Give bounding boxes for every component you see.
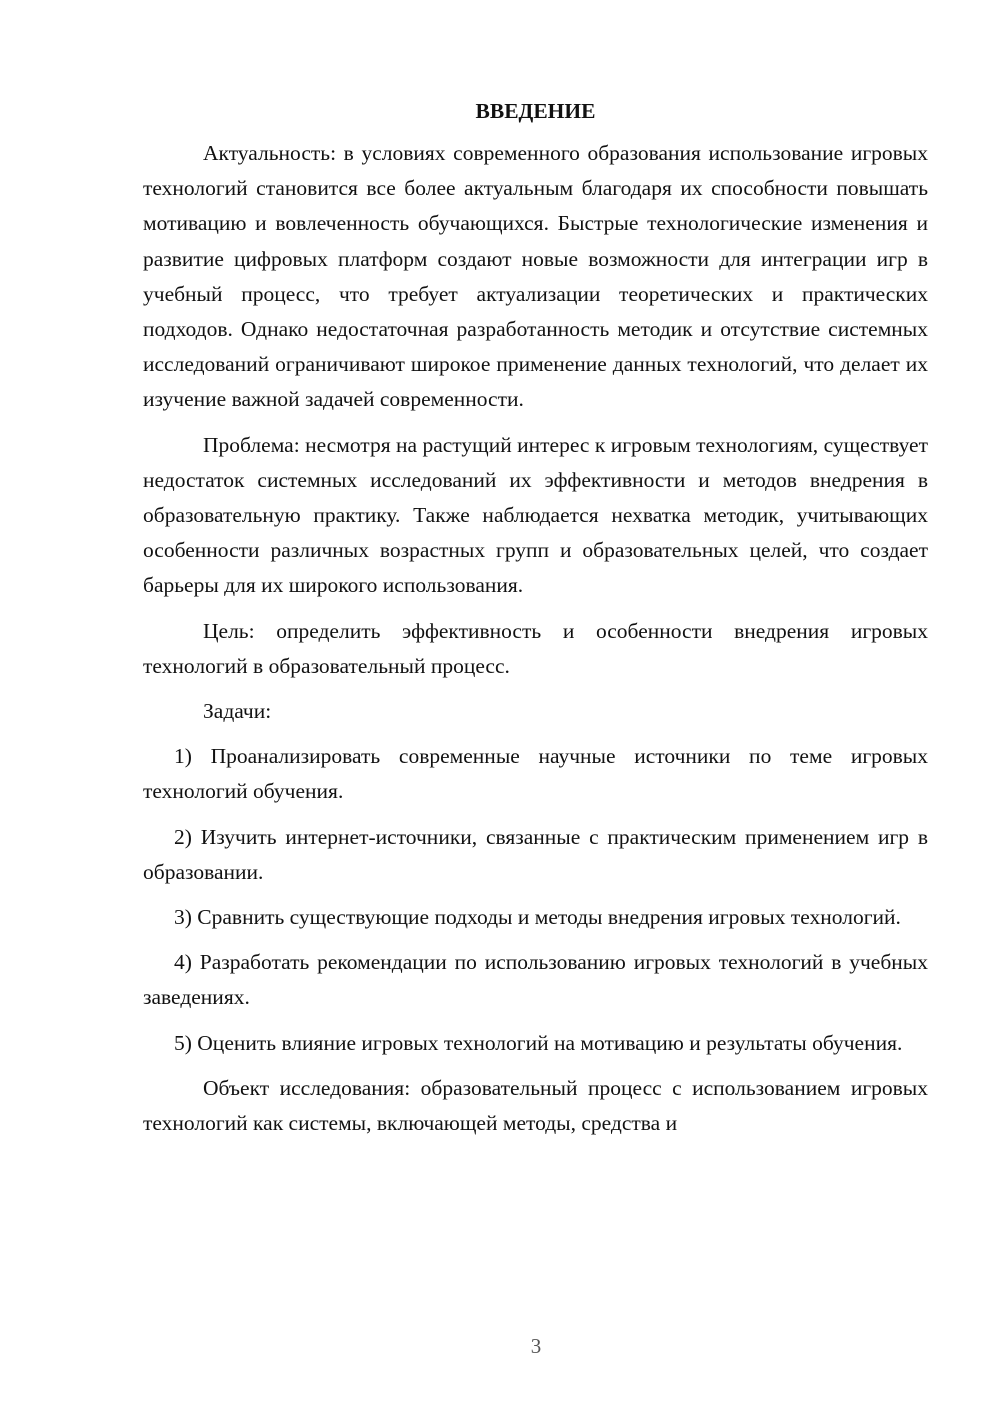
paragraph-object: Объект исследования: образовательный процесс с использованием игровых технологий как системы, включающей методы, средства и <box>143 1075 928 1136</box>
task-item-5: 5) Оценить влияние игровых технологий на мотивацию и результаты обучения. <box>174 1030 903 1055</box>
task-item-3: 3) Сравнить существующие подходы и методы внедрения игровых технологий. <box>174 905 901 930</box>
paragraph-relevance: Актуальность: в условиях современного образования использование игровых технологий становится все более актуальным благодаря их способности повышать мотивацию и вовлеченность обучающихся. Быстрые технологические изменения и развитие цифровых платформ создают новые возможности для интеграции игр в учебный процесс, что требует актуализации теоретических и практических подходов. Однако недостаточная разработанность методик и отсутствие системных исследований ограничивают широкое применение данных технологий, что делает их изучение важной задачей современности. <box>143 141 928 412</box>
task-item-1: 1) Проанализировать современные научные источники по теме игровых технологий обучения. <box>143 744 928 804</box>
task-item-2: 2) Изучить интернет-источники, связанные с практическим применением игр в образовании. <box>143 824 928 884</box>
task-item-4: 4) Разработать рекомендации по использованию игровых технологий в учебных заведениях. <box>143 950 928 1010</box>
paragraph-problem: Проблема: несмотря на растущий интерес к игровым технологиям, существует недостаток системных исследований их эффективности и методов внедрения в образовательную практику. Также наблюдается нехватка методик, учитывающих особенности различных возрастных групп и образовательных целей, что создает барьеры для их широкого использования. <box>143 432 928 598</box>
tasks-label: Задачи: <box>203 699 272 724</box>
page-number: 3 <box>530 1334 542 1358</box>
document-page <box>143 96 928 1151</box>
paragraph-goal: Цель: определить эффективность и особенности внедрения игровых технологий в образовательный процесс. <box>143 618 928 678</box>
section-heading: ВВЕДЕНИЕ <box>475 99 596 123</box>
